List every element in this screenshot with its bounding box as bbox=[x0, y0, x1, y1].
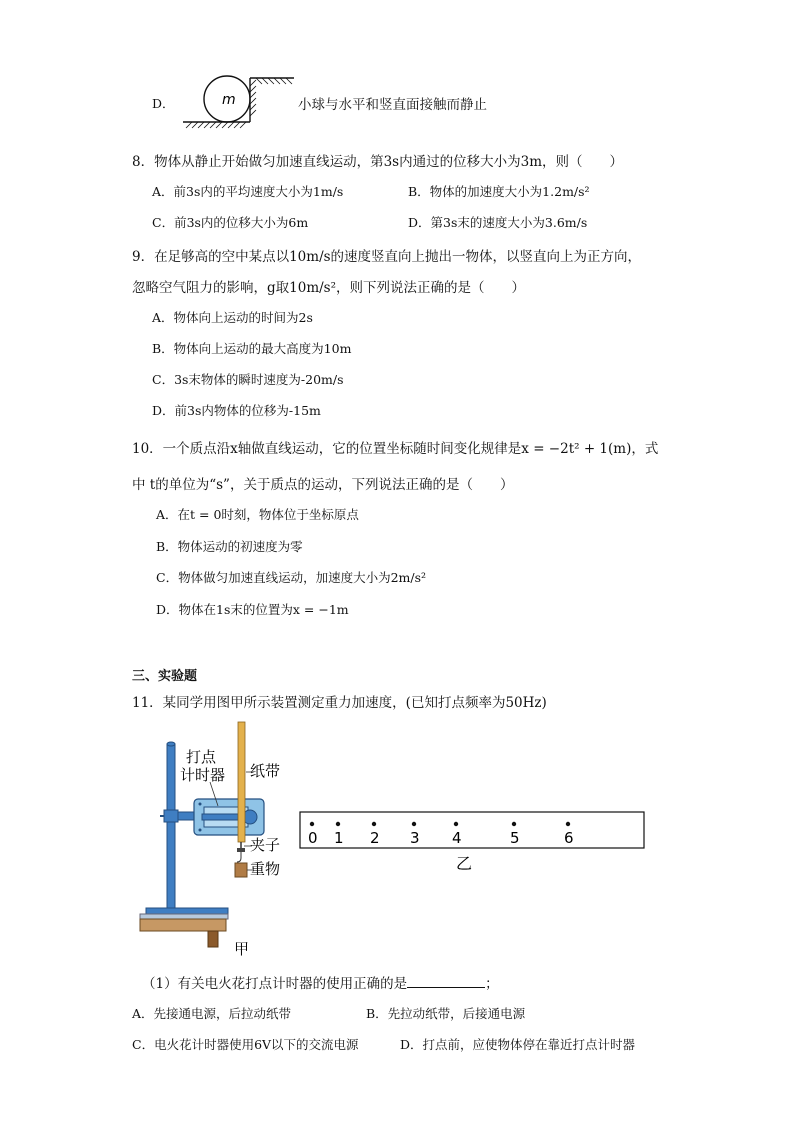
q9-option-c: C．3s末物体的瞬时速度为-20m/s bbox=[152, 372, 344, 387]
tape-point-label-1: 1 bbox=[334, 829, 344, 847]
tape-label: 纸带 bbox=[250, 762, 281, 780]
q8-stem: 8．物体从静止开始做匀加速直线运动，第3s内通过的位移大小为3m，则（ ） bbox=[132, 154, 623, 170]
q9-stem-line1: 9．在足够高的空中某点以10m/s的速度竖直向上抛出一物体，以竖直向上为正方向， bbox=[132, 249, 642, 265]
clip-label: 夹子 bbox=[250, 836, 281, 854]
q10-option-d: D．物体在1s末的位置为x = −1m bbox=[156, 602, 349, 617]
tape-dot-0 bbox=[310, 822, 314, 826]
fig1-caption: 甲 bbox=[234, 940, 250, 958]
q7-option-d-label: D． bbox=[152, 96, 175, 111]
q11-apparatus-figure bbox=[138, 712, 658, 962]
q8-option-c: C．前3s内的位移大小为6m bbox=[152, 215, 309, 230]
tape-dot-6 bbox=[566, 822, 570, 826]
q10-option-c: C．物体做匀加速直线运动，加速度大小为2m/s² bbox=[156, 570, 427, 585]
timer-label-line2: 计时器 bbox=[180, 766, 226, 784]
tape-points bbox=[308, 822, 574, 847]
tape-dot-3 bbox=[412, 822, 416, 826]
tape-point-label-4: 4 bbox=[452, 829, 462, 847]
q10-stem-line1: 10．一个质点沿x轴做直线运动，它的位置坐标随时间变化规律是x = −2t² + 1(m)，式 bbox=[132, 441, 659, 457]
tape-dot-2 bbox=[372, 822, 376, 826]
tape-point-label-0: 0 bbox=[308, 829, 318, 847]
answer-blank[interactable] bbox=[407, 975, 485, 988]
q11-sub1-suffix: ； bbox=[485, 976, 499, 992]
q11-option-a: A．先接通电源，后拉动纸带 bbox=[132, 1006, 292, 1021]
q11-sub1 bbox=[142, 972, 499, 992]
q11-stem: 11．某同学用图甲所示装置测定重力加速度，(已知打点频率为50Hz) bbox=[132, 695, 547, 711]
q9-stem-line2: 忽略空气阻力的影响，g取10m/s²，则下列说法正确的是（ ） bbox=[132, 280, 526, 296]
tape-point-label-6: 6 bbox=[564, 829, 574, 847]
fig2-caption: 乙 bbox=[456, 854, 473, 873]
q8-option-a: A．前3s内的平均速度大小为1m/s bbox=[152, 184, 344, 199]
q10-option-b: B．物体运动的初速度为零 bbox=[156, 539, 303, 554]
q8-option-b: B．物体的加速度大小为1.2m/s² bbox=[408, 184, 590, 199]
q10-stem-line2: 中 t的单位为“s”，关于质点的运动，下列说法正确的是（ ） bbox=[132, 477, 514, 493]
tape-point-label-5: 5 bbox=[510, 829, 520, 847]
q8-option-d: D．第3s末的速度大小为3.6m/s bbox=[408, 215, 588, 230]
q7-ball-figure bbox=[178, 74, 298, 130]
q11-option-c: C．电火花计时器使用6V以下的交流电源 bbox=[132, 1037, 359, 1052]
q7-option-d-caption: 小球与水平和竖直面接触而静止 bbox=[298, 97, 487, 113]
q10-option-a: A．在t = 0时刻，物体位于坐标原点 bbox=[156, 507, 359, 522]
q11-option-d: D．打点前，应使物体停在靠近打点计时器 bbox=[400, 1037, 636, 1052]
tape-point-label-2: 2 bbox=[370, 829, 380, 847]
section-title: 三、实验题 bbox=[132, 669, 198, 684]
q9-option-a: A．物体向上运动的时间为2s bbox=[152, 310, 313, 325]
tape-dot-1 bbox=[336, 822, 340, 826]
timer-label-line1: 打点 bbox=[186, 748, 217, 766]
tape-point-label-3: 3 bbox=[410, 829, 420, 847]
q9-option-d: D．前3s内物体的位移为-15m bbox=[152, 403, 321, 418]
weight-label: 重物 bbox=[250, 860, 281, 878]
ball-mass-label: m bbox=[222, 92, 236, 108]
tape-dot-4 bbox=[454, 822, 458, 826]
q11-option-b: B．先拉动纸带，后接通电源 bbox=[366, 1006, 526, 1021]
q11-sub1-prefix: （1）有关电火花打点计时器的使用正确的是 bbox=[142, 976, 408, 992]
q9-option-b: B．物体向上运动的最大高度为10m bbox=[152, 341, 352, 356]
tape-dot-5 bbox=[512, 822, 516, 826]
